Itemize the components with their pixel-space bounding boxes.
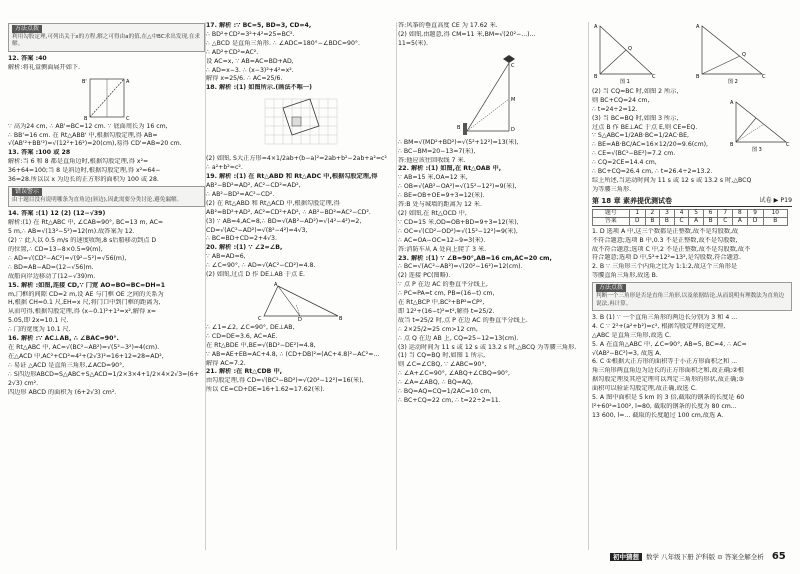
test-title-bar: [592, 197, 792, 207]
answer-line: ∴ OC=√(CD²−OD²)=√(15²−12²)=9(米),: [398, 227, 518, 235]
answer-line: √(AB'²+BB'²)=√(12²+16²)=20(cm),易得 CD'=AB=20 cm.: [8, 140, 182, 148]
answer-line: 36=28.所以以 x 为边长的正方形的面积为 100 或 28.: [8, 176, 159, 184]
answer-line: (2) 如图,由题意,得 CM=11 米,BM=√(20²−...)...: [398, 30, 536, 38]
warning-text: 由于题目没有说明哪条为直角边(斜边),因此需要分类讨论,避免漏解。: [12, 196, 183, 203]
answer-line: ∴ PC=PA=t cm, PB=(16−t) cm,: [398, 290, 495, 298]
error-warning-box: [8, 186, 205, 207]
tip-text: 利用勾股定理,可列出关于x的方程,解之可得由a的值,在△中BC求出发现,在求解。: [12, 34, 201, 48]
table-cell: D: [747, 217, 763, 225]
answer-line: 由勾股定理,得 CD=√(BC²−BD²)=√(20²−12²)=16(米),: [206, 377, 364, 385]
answer-table-header-row: [593, 209, 788, 217]
answer-line: 综上所述,当运动时间为 11 s 或 12 s 或 13.2 s 时,△BCQ: [592, 176, 752, 184]
answer-line: H,根据 CH=0.1 尺,EH=x 尺,将门口中到门框的距离为,: [8, 299, 161, 307]
table-cell: B: [645, 217, 660, 225]
answer-line: 3. B (1) ∵ 一个直角三角形的两边长分别为 3 和 4 ...: [592, 313, 738, 321]
answer-line: ∵ 高为24 cm, ∴ AB'=BC=12 cm. ∵ 底面周长为 16 cm,: [8, 122, 168, 130]
table-cell: 7: [718, 209, 733, 217]
answer-line: ∴ BC=√(AC²−AB²)=√(20²−16²)=12(cm).: [398, 263, 523, 271]
answer-line: ∴ BE=OB+OE=9+3=12(米).: [398, 192, 485, 200]
answer-line: 故船向岸边移动了(12−√39)m.: [8, 272, 96, 280]
answer-line: ∴ AB²−BD²=AC²−CD².: [206, 190, 275, 198]
answer-line: ∴ ∠1=∠2, ∠C=90°, DE⊥AB,: [206, 323, 295, 331]
answer-line: ∴ ∠A+∠C=90°, ∠ABQ+∠CBQ=90°,: [398, 370, 511, 378]
column-1: [8, 22, 206, 550]
table-cell: B: [703, 217, 718, 225]
answer-line: AB²−BD²=AD², AC²−CD²=AD²,: [206, 181, 301, 189]
answer-line: 为等腰三角形.: [592, 185, 632, 193]
box-unfold-figure: [72, 75, 142, 121]
grid-square-figure: [261, 95, 341, 153]
kite-figure: [453, 51, 533, 137]
answer-line: √(AB²−BC²)=3, 故选 A.: [592, 349, 662, 357]
answer-line: ∴ a²+b²=c².: [206, 164, 243, 172]
svg-text:C: C: [652, 74, 656, 80]
answer-line: 36+64=100;当 8 是斜边时,根据勾股定理,得 x²=64−: [8, 167, 161, 175]
test-title: 第 18 章 素养提优测试卷: [592, 196, 673, 205]
answer-line: ∴ BC+CQ=22 cm, ∴ t=22÷2=11.: [398, 397, 501, 404]
answer-line: △ABC 是直角三角形,故选 C.: [592, 331, 672, 339]
answer-line: 在 Rt△ABC 中, AC=√(BC²−AB²)=√(5²−3²)=4(cm).: [8, 343, 160, 351]
answer-line: ∴ AD=x−3. ∴ (x−3)²+4²=x².: [206, 66, 294, 74]
footer-suffix: ⊙ 答案全解全析: [717, 553, 764, 561]
answer-line: 11=5(米).: [398, 39, 428, 47]
table-cell: 9: [747, 209, 763, 217]
answer-line: 等腰直角三角形,故选 B.: [592, 272, 658, 280]
table-cell: 答案: [593, 217, 630, 225]
answer-line: 则 ∠C=∠CBQ, ∵ ∠ABC=90°,: [398, 361, 487, 369]
answer-line: ∵ AB=AE+EB=AC+4.8, ∴ (CD+DB)²=(AC+4.8)²−AC²=...: [206, 350, 380, 358]
answer-line: ∴ AC=OA−OC=12−9=3(米).: [398, 236, 486, 244]
answer-line: 答:风筝的垂直高度 CE 为 17.62 米.: [398, 22, 498, 29]
method-tip-box-2: [592, 282, 792, 311]
answer-line: 不符合题意;选项 B 中,0.3 不是正整数,故不是勾股数,: [592, 236, 738, 244]
answer-table-answer-row: [593, 217, 788, 225]
answer-line: ∴ 易证 △ACD 是直角三角形,∠ACD=90°,: [8, 361, 125, 369]
answer-line: ∴ 门的宽度为 10.1 尺.: [8, 326, 71, 334]
answer-line: ∴ t=24÷2=12.: [592, 105, 638, 113]
answer-line: 的位置,∴ CD=13−8×0.5=9(m),: [8, 246, 103, 253]
answer-line: 据勾股定理及其逆定理可以判定三角形的形状,故正确;③: [592, 376, 744, 384]
answer-line: ∴ BC+CQ=26.4 cm, ∴ t=26.4÷2=13.2.: [592, 168, 713, 176]
answer-line: 16. 解析 :∵ AC⊥AB, ∴ ∠BAC=90°.: [8, 335, 119, 343]
svg-text:Q: Q: [742, 52, 746, 58]
svg-text:B: B: [83, 115, 87, 121]
answer-line: 解析:当 6 和 8 都是直角边时,根据勾股定理,得 x²=: [8, 158, 149, 166]
figure-3: [730, 98, 792, 152]
answer-line: 19. 解析 :(1) 在 Rt△ABD 和 Rt△ADC 中,根据勾股定理,得: [206, 173, 378, 181]
svg-text:A: A: [125, 78, 129, 85]
answer-line: ∵ S△ABC=1/2AB·BC=1/2AC·BE,: [592, 132, 689, 140]
tip-text: 判断一个三角形是否是直角三角形,以及依据结论,从而说明有理数法为直角边说法,再计算。: [596, 293, 785, 307]
answer-table: [592, 209, 788, 226]
answer-line: 22. 解析 :(1) 如图,在 Rt△OAB 中,: [398, 165, 502, 173]
svg-text:A: A: [730, 99, 734, 106]
answer-line: ∵ AB=15 米,OA=12 米,: [398, 174, 468, 182]
fig1-label: 图 1: [620, 79, 630, 84]
answer-line: 12. 答案 :40: [8, 54, 47, 62]
answer-line: ∴ BD²+CD²=3²+4²=25=BC².: [206, 30, 295, 38]
answer-line: ∴ BM=√(MD²+BD²)=√(5²+12²)=13(米),: [398, 138, 519, 146]
answer-line: (2) 如图, S大正方形=4×1/2ab+(b−a)²=2ab+b²−2ab+a²=c²: [206, 155, 387, 163]
answer-line: ∴ BC−BM=20−13=7(米),: [398, 147, 476, 155]
answer-line: ∴ △BCD 是直角三角形. ∴ ∠ADC=180°−∠BDC=90°.: [206, 39, 360, 47]
svg-text:B: B: [594, 74, 598, 80]
svg-text:C: C: [786, 141, 790, 148]
answer-line: 1. D 选项 A 中,这三个数都是正整数,故不是勾股数,故: [592, 227, 739, 235]
answer-line: 设 AC=x, ∵ AB=AC=BD+AD,: [206, 57, 294, 65]
test-page-ref: 试卷 ▶ P19: [759, 196, 792, 204]
answer-line: 14. 答案 :(1) 12 (2) (12−√39): [8, 210, 106, 218]
table-cell: A: [689, 217, 703, 225]
answer-line: 角三角形两直角边为边长的正方形面积之和,故正确;②根: [592, 367, 744, 375]
svg-text:B: B: [457, 124, 461, 131]
answer-line: (2) 如图,过点 D 作 DE⊥AB 于点 E.: [206, 271, 306, 279]
answer-line: 从而可得,根据勾股定理,得 (x−0.1)²+1²=x²,解得 x=: [8, 308, 157, 316]
answer-line: ∴ BQ=AQ=CQ=1/2AC=10 cm,: [398, 388, 492, 396]
answer-line: AB²=BD²+AD², AC²=CD²+AD², ∴ AB²−BD²=AC²−CD².: [206, 208, 371, 216]
column-2: [206, 22, 397, 550]
answer-line: 过点 B 作 BE⊥AC 于点 E,则 CE=EQ.: [592, 123, 698, 131]
svg-text:C: C: [762, 74, 766, 80]
answer-line: ∴ ∠C=90°, ∴ AD=√(AC²−CD²)=4.8.: [206, 262, 316, 270]
answer-line: (3) 当 BC=BQ 时,如图 3 所示,: [592, 114, 679, 122]
column-3: [398, 22, 589, 550]
table-cell: 1: [629, 209, 645, 217]
answer-line: 5 m,∴ AB=√(13²−5²)=12(m).故答案为 12.: [8, 228, 135, 236]
svg-text:B': B': [81, 78, 87, 85]
answer-line: ∴ CD=DE=3.6, AC=AE.: [206, 332, 278, 340]
answer-line: ∴ BD=AB−AD=(12−√56)m.: [8, 263, 94, 271]
page-number: 65: [771, 551, 786, 562]
answer-line: 23. 解析 :(1) ∵ ∠B=90°,AB=16 cm,AC=20 cm,: [398, 254, 552, 262]
answer-line: 18. 解析 :(1) 如图所示.(画法不唯一): [206, 84, 312, 92]
answer-line: 13 600, l=... 截取的长度超过 100 cm,故选 A.: [592, 411, 724, 419]
svg-text:A: A: [274, 281, 278, 288]
answer-line: 17. 解析 :∵ BC=5, BD=3, CD=4,: [206, 22, 312, 29]
table-cell: 5: [689, 209, 703, 217]
answer-line: ∴ S四边形ABCD=S△ABC+S△ACD=1/2×3×4+1/2×4×2√3=(6+: [8, 370, 199, 378]
answer-line: ∴ BE=AB·BC/AC=16×12/20=9.6(cm),: [592, 141, 708, 149]
svg-text:C: C: [258, 315, 262, 322]
fig2-label: 图 2: [728, 79, 738, 84]
answer-line: 四边形 ABCD 的面积为 (6+2√3) cm².: [8, 388, 117, 396]
answer-line: 20. 解析 :(1) ∵ ∠2=∠B,: [206, 244, 283, 252]
table-cell: 6: [703, 209, 718, 217]
answer-line: ∵ CD=15 米,OD=OB+BD=9+3=12(米),: [398, 218, 519, 226]
answer-line: 在 Rt△BDE 中,BE=√(BD²−DE²)=4.8,: [206, 341, 316, 349]
answer-line: 解析:(1) 在 Rt△ABC 中, ∠CAB=90°, BC=13 m, AC=: [8, 219, 164, 227]
svg-text:D: D: [511, 126, 515, 133]
svg-text:C: C: [125, 115, 129, 121]
fig3-label: 图 3: [752, 146, 762, 152]
svg-text:C: C: [511, 62, 515, 69]
column-4: [592, 22, 792, 421]
answer-line: ∴ 2×25/2=25 cm>12 cm,: [398, 325, 478, 333]
answer-line: 答:他应该往回收线 7 米.: [398, 156, 466, 164]
answer-line: ∴ 点 Q 在边 AB 上, CQ=25−12=13(cm).: [398, 334, 519, 342]
answer-line: 2. B ∵ 三角形三个内角之比为 1:1:2,故这个三角形是: [592, 263, 738, 271]
answer-line: 6. C ①根据大正方形的面积等于小正方形面积之和 ...: [592, 358, 738, 366]
table-cell: 2: [645, 209, 660, 217]
answer-line: ∴ BC=BD+CD=2+4√3.: [206, 235, 277, 243]
answer-line: 4. C ∵ 2²+(a²+b²)=c², 根据勾股定理的逆定理,: [592, 322, 726, 330]
answer-line: ∴ AD=√(CD²−AC²)=√(9²−5²)=√56(m),: [8, 254, 127, 262]
table-cell: 题号: [593, 209, 630, 217]
answer-line: 答:消防车从 A 处向上爬了 3 米.: [398, 245, 487, 253]
answer-line: ∵ 点 P 在边 AC 的垂直平分线上,: [398, 281, 488, 289]
answer-line: l²+60²=100², l=80, 截取的钢条的长度为 80 cm...: [592, 403, 737, 410]
table-cell: B: [660, 217, 675, 225]
answer-line: m,门框的间隙 CD=2 m,设 AE 与门框 OE 之间的关系为: [8, 290, 164, 298]
answer-line: (3) ∵ AB=4,AC=8,∴ BD=√(AB²−AD²)=√(4²−4²)=2,: [206, 217, 362, 225]
answer-line: 2√3) cm².: [8, 379, 39, 387]
answer-line: 则 BC+CQ=24 cm,: [592, 96, 650, 104]
table-cell: B: [763, 217, 787, 225]
svg-text:Q: Q: [628, 46, 632, 52]
brand-logo: 初中猜想: [610, 553, 642, 561]
triangle-figure: [256, 282, 346, 322]
answer-line: 在 Rt△BCP 中,BC²+BP²=CP²,: [398, 299, 485, 307]
answer-line: 符合题意;选项 D 中,5²+12²=13²,是勾股数,符合题意.: [592, 254, 741, 262]
table-cell: 8: [733, 209, 747, 217]
answer-line: ∴ CE=√(BC²−BE²)=7.2 cm.: [592, 150, 676, 158]
table-cell: 4: [674, 209, 689, 217]
answer-line: ∴ CQ=2CE=14.4 cm,: [592, 159, 657, 167]
answer-line: (3) 运动时间为 11 s 或 12 s 或 13.2 s 时,△BCQ 为等腰三角形.: [398, 343, 577, 351]
svg-text:B: B: [339, 315, 343, 322]
tip-label: 方法点拨: [12, 25, 42, 33]
answer-line: ∵ AB=AD=6,: [206, 253, 246, 261]
table-cell: 10: [763, 209, 787, 217]
answer-line: 即 12²+(16−t)²=t²,解得 t=25/2.: [398, 307, 495, 315]
answer-line: 面积可以验证勾股定理,故正确,故选 C.: [592, 385, 697, 393]
answer-line: (2) ∵ 此人以 0.5 m/s 的速度收绳,8 s后船移动到点 D: [8, 237, 157, 245]
page-footer: [610, 551, 796, 563]
answer-line: CD=√(AC²−AD²)=√(8²−4²)=4√3,: [206, 226, 308, 234]
answer-line: 5.05,即 2x=10.1 尺.: [8, 317, 69, 325]
table-cell: C: [674, 217, 689, 225]
svg-text:M: M: [511, 96, 516, 103]
table-cell: A: [733, 217, 747, 225]
answer-line: 15. 解析 :如图,连接 CD,∵ 门宽 AO=BO=BC=DH=1: [8, 281, 166, 289]
answer-line: (2) 在 Rt△ABD 和 Rt△ACD 中,根据勾股定理,得: [206, 199, 340, 207]
answer-line: 13. 答案 :100 或 28: [8, 149, 71, 157]
answer-line: 5. A 图中面积是 5 km 的 3 倍,截取的钢条的长度是 60: [592, 394, 745, 402]
svg-text:A: A: [696, 24, 700, 30]
answer-line: 解得 AC=7.2.: [206, 359, 246, 367]
answer-line: (2) 如图,在 Rt△OCD 中,: [398, 209, 467, 217]
answer-line: 故当 t=25/2 时,点 P 在边 AC 的垂直平分线上.: [398, 316, 528, 324]
answer-line: ∴ AD²+CD²=AC².: [206, 48, 259, 56]
answer-line: 所以 CE=CD+DE=16+1.62=17.62(米).: [206, 386, 325, 394]
answer-line: 答:B 处与城墙的距离为 12 米.: [398, 201, 482, 209]
warning-label: 错误警示: [12, 188, 42, 196]
table-cell: 3: [660, 209, 675, 217]
answer-line: 21. 解析 :在 Rt△CDB 中,: [206, 368, 283, 376]
answer-line: 5. A 在直角△ABC 中, ∠C=90°, AB=5, BC=4, ∴ AC=: [592, 340, 747, 348]
answer-line: ∴ ∠A=∠ABQ, ∴ BQ=AQ,: [398, 379, 473, 387]
svg-text:B: B: [696, 74, 700, 80]
answer-line: 解析:将礼盒侧面展开如下.: [8, 63, 81, 71]
answer-line: (2) 当 CQ=BC 时,如图 2 所示,: [592, 87, 679, 95]
svg-text:A: A: [594, 24, 598, 30]
svg-text:D: D: [298, 316, 302, 322]
table-cell: D: [629, 217, 645, 225]
answer-line: (2) 连接 PC(图略).: [398, 272, 451, 280]
footer-subject: 数学 八年级下册 沪科版: [646, 553, 716, 561]
table-cell: C: [718, 217, 733, 225]
tip-label: 方法点拨: [596, 284, 626, 292]
answer-line: (1) 当 CQ=BQ 时,如图 1 所示,: [398, 352, 486, 360]
answer-line: 在△ACD 中,AC²+CD²=4²+(2√3)²=16+12=28=AD²,: [8, 352, 164, 360]
answer-line: 解得 x=25/6. ∴ AC=25/6.: [206, 75, 283, 83]
svg-text:B: B: [730, 141, 734, 148]
answer-line: ∴ OB=√(AB²−OA²)=√(15²−12²)=9(米),: [398, 183, 517, 191]
answer-line: ∴ BB'=16 cm. 在 Rt△ABB' 中,根据勾股定理,得 AB=: [8, 131, 158, 139]
figure-row-top: [592, 22, 788, 84]
answer-line: 故不符合题意;选项 C 中,2 不是正整数,故不是勾股数,故不: [592, 245, 751, 253]
method-tip-box: [8, 23, 205, 52]
